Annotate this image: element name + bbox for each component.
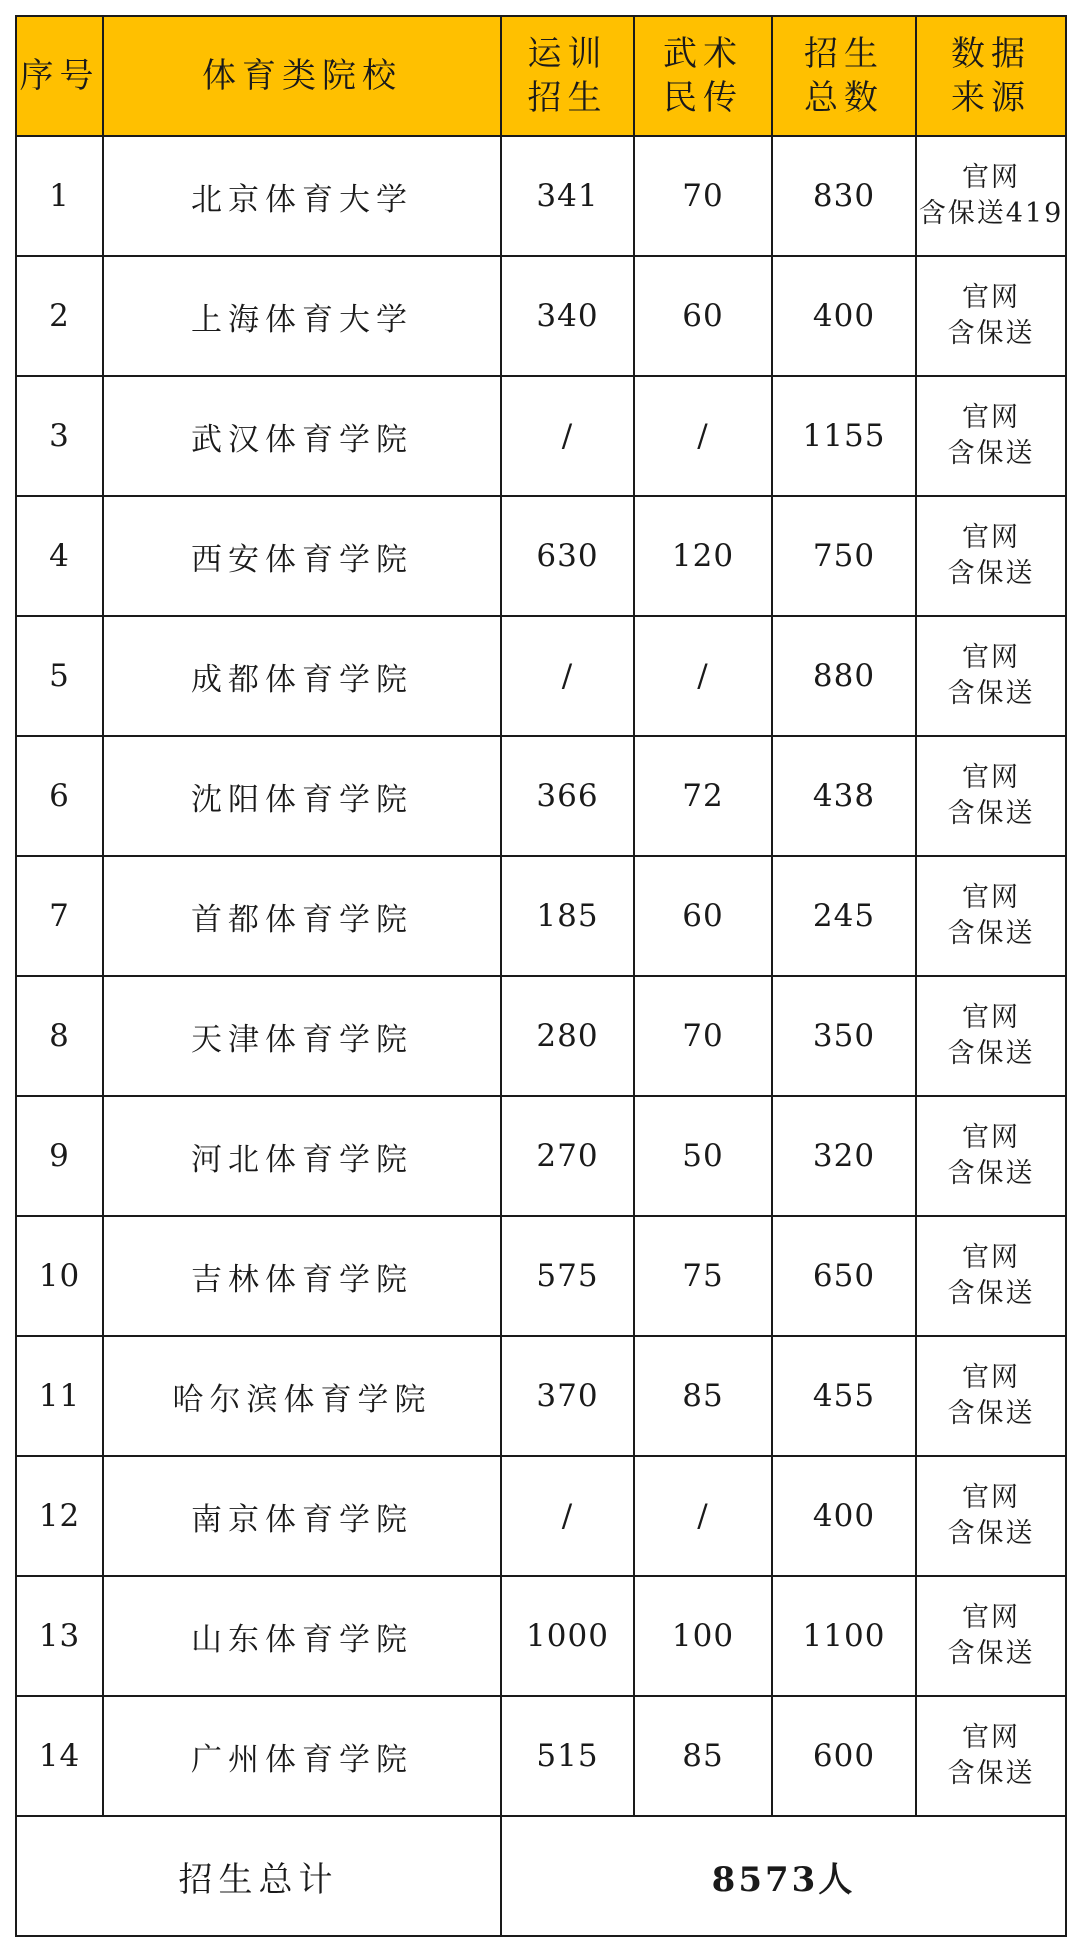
table-row [16, 1696, 1066, 1816]
header-wushu-line2: 民传 [663, 78, 743, 118]
total-row [16, 1816, 1066, 1936]
cell-source [916, 1456, 1066, 1576]
cell-index: 8 [16, 976, 103, 1096]
header-index: 序号 [16, 16, 103, 136]
source-line: 含保送 [947, 1158, 1035, 1189]
cell-school: 吉林体育学院 [103, 1216, 501, 1336]
cell-source [916, 1576, 1066, 1696]
cell-source [916, 256, 1066, 376]
cell-school: 南京体育学院 [103, 1456, 501, 1576]
header-source-line1: 数据 [951, 34, 1031, 74]
cell-wushu: 120 [634, 496, 772, 616]
table-row [16, 736, 1066, 856]
cell-source [916, 1696, 1066, 1816]
cell-source [916, 376, 1066, 496]
cell-index: 10 [16, 1216, 103, 1336]
source-line: 含保送 [947, 1518, 1035, 1549]
cell-yunxun: 370 [501, 1336, 634, 1456]
header-school: 体育类院校 [103, 16, 501, 136]
source-line: 含保送 [947, 558, 1035, 589]
cell-yunxun: 366 [501, 736, 634, 856]
table-footer [16, 1816, 1066, 1936]
source-line: 官网 [962, 642, 1020, 673]
header-yunxun-line1: 运训 [527, 34, 608, 74]
cell-total: 750 [772, 496, 916, 616]
cell-total: 600 [772, 1696, 916, 1816]
source-line: 官网 [962, 522, 1020, 553]
source-line: 官网 [962, 1242, 1020, 1273]
cell-index: 14 [16, 1696, 103, 1816]
source-line: 官网 [962, 162, 1020, 193]
source-line: 官网 [962, 1362, 1020, 1393]
table-row [16, 1336, 1066, 1456]
table-row [16, 1576, 1066, 1696]
source-line: 官网 [962, 1602, 1020, 1633]
cell-total: 1100 [772, 1576, 916, 1696]
cell-yunxun: 1000 [501, 1576, 634, 1696]
total-value: 8573人 [501, 1816, 1066, 1936]
cell-wushu: 50 [634, 1096, 772, 1216]
table-row [16, 136, 1066, 256]
cell-index: 13 [16, 1576, 103, 1696]
cell-school: 山东体育学院 [103, 1576, 501, 1696]
cell-total: 350 [772, 976, 916, 1096]
cell-wushu: 75 [634, 1216, 772, 1336]
table-row [16, 496, 1066, 616]
header-yunxun [501, 16, 634, 136]
header-source-line2: 来源 [951, 78, 1031, 118]
table-row [16, 376, 1066, 496]
header-wushu [634, 16, 772, 136]
cell-yunxun: 280 [501, 976, 634, 1096]
cell-source [916, 976, 1066, 1096]
source-line: 官网 [962, 402, 1020, 433]
cell-index: 1 [16, 136, 103, 256]
header-total-line1: 招生 [804, 34, 884, 74]
cell-wushu: 70 [634, 976, 772, 1096]
source-line: 含保送 [947, 438, 1035, 469]
cell-school: 首都体育学院 [103, 856, 501, 976]
cell-yunxun: 270 [501, 1096, 634, 1216]
table-row [16, 1456, 1066, 1576]
cell-wushu: / [634, 1456, 772, 1576]
header-wushu-line1: 武术 [663, 34, 743, 74]
source-line: 官网 [962, 882, 1020, 913]
source-line: 含保送 [947, 1398, 1035, 1429]
cell-yunxun: 630 [501, 496, 634, 616]
source-line: 含保送 [947, 1758, 1035, 1789]
cell-school: 哈尔滨体育学院 [103, 1336, 501, 1456]
enrollment-table [15, 15, 1067, 1937]
cell-yunxun: 340 [501, 256, 634, 376]
cell-school: 沈阳体育学院 [103, 736, 501, 856]
cell-school: 成都体育学院 [103, 616, 501, 736]
header-yunxun-line2: 招生 [527, 78, 608, 118]
cell-source [916, 616, 1066, 736]
source-line: 含保送 [947, 798, 1035, 829]
cell-wushu: 60 [634, 856, 772, 976]
cell-yunxun: / [501, 616, 634, 736]
table-row [16, 256, 1066, 376]
cell-index: 9 [16, 1096, 103, 1216]
cell-index: 6 [16, 736, 103, 856]
cell-source [916, 856, 1066, 976]
source-line: 官网 [962, 1482, 1020, 1513]
source-line: 含保送 [947, 678, 1035, 709]
table-row [16, 616, 1066, 736]
cell-wushu: 100 [634, 1576, 772, 1696]
source-line: 含保送419 [918, 198, 1064, 229]
cell-index: 12 [16, 1456, 103, 1576]
cell-total: 400 [772, 256, 916, 376]
cell-yunxun: / [501, 376, 634, 496]
table-row [16, 1096, 1066, 1216]
cell-index: 4 [16, 496, 103, 616]
cell-wushu: 70 [634, 136, 772, 256]
table-row [16, 1216, 1066, 1336]
cell-total: 245 [772, 856, 916, 976]
cell-source [916, 736, 1066, 856]
source-line: 含保送 [947, 1638, 1035, 1669]
cell-total: 1155 [772, 376, 916, 496]
cell-index: 7 [16, 856, 103, 976]
table-row [16, 976, 1066, 1096]
header-total [772, 16, 916, 136]
header-total-line2: 总数 [804, 78, 884, 118]
source-line: 官网 [962, 1122, 1020, 1153]
cell-wushu: 72 [634, 736, 772, 856]
cell-source [916, 496, 1066, 616]
cell-school: 上海体育大学 [103, 256, 501, 376]
cell-source [916, 136, 1066, 256]
cell-total: 455 [772, 1336, 916, 1456]
total-label: 招生总计 [16, 1816, 501, 1936]
source-line: 含保送 [947, 1278, 1035, 1309]
cell-index: 5 [16, 616, 103, 736]
cell-school: 西安体育学院 [103, 496, 501, 616]
cell-yunxun: 515 [501, 1696, 634, 1816]
cell-index: 2 [16, 256, 103, 376]
cell-school: 武汉体育学院 [103, 376, 501, 496]
cell-school: 北京体育大学 [103, 136, 501, 256]
source-line: 官网 [962, 282, 1020, 313]
cell-total: 400 [772, 1456, 916, 1576]
cell-wushu: / [634, 376, 772, 496]
cell-wushu: 60 [634, 256, 772, 376]
source-line: 官网 [962, 762, 1020, 793]
cell-source [916, 1216, 1066, 1336]
cell-wushu: 85 [634, 1336, 772, 1456]
source-line: 含保送 [947, 918, 1035, 949]
source-line: 官网 [962, 1002, 1020, 1033]
cell-school: 河北体育学院 [103, 1096, 501, 1216]
cell-school: 广州体育学院 [103, 1696, 501, 1816]
cell-wushu: / [634, 616, 772, 736]
cell-yunxun: 575 [501, 1216, 634, 1336]
cell-index: 11 [16, 1336, 103, 1456]
cell-total: 650 [772, 1216, 916, 1336]
source-line: 含保送 [947, 1038, 1035, 1069]
cell-total: 880 [772, 616, 916, 736]
table-body [16, 136, 1066, 1816]
cell-source [916, 1336, 1066, 1456]
table-header [16, 16, 1066, 136]
cell-yunxun: 185 [501, 856, 634, 976]
cell-total: 438 [772, 736, 916, 856]
cell-wushu: 85 [634, 1696, 772, 1816]
cell-yunxun: 341 [501, 136, 634, 256]
cell-yunxun: / [501, 1456, 634, 1576]
header-source [916, 16, 1066, 136]
cell-school: 天津体育学院 [103, 976, 501, 1096]
source-line: 官网 [962, 1722, 1020, 1753]
cell-index: 3 [16, 376, 103, 496]
cell-total: 830 [772, 136, 916, 256]
source-line: 含保送 [947, 318, 1035, 349]
cell-total: 320 [772, 1096, 916, 1216]
table-row [16, 856, 1066, 976]
cell-source [916, 1096, 1066, 1216]
